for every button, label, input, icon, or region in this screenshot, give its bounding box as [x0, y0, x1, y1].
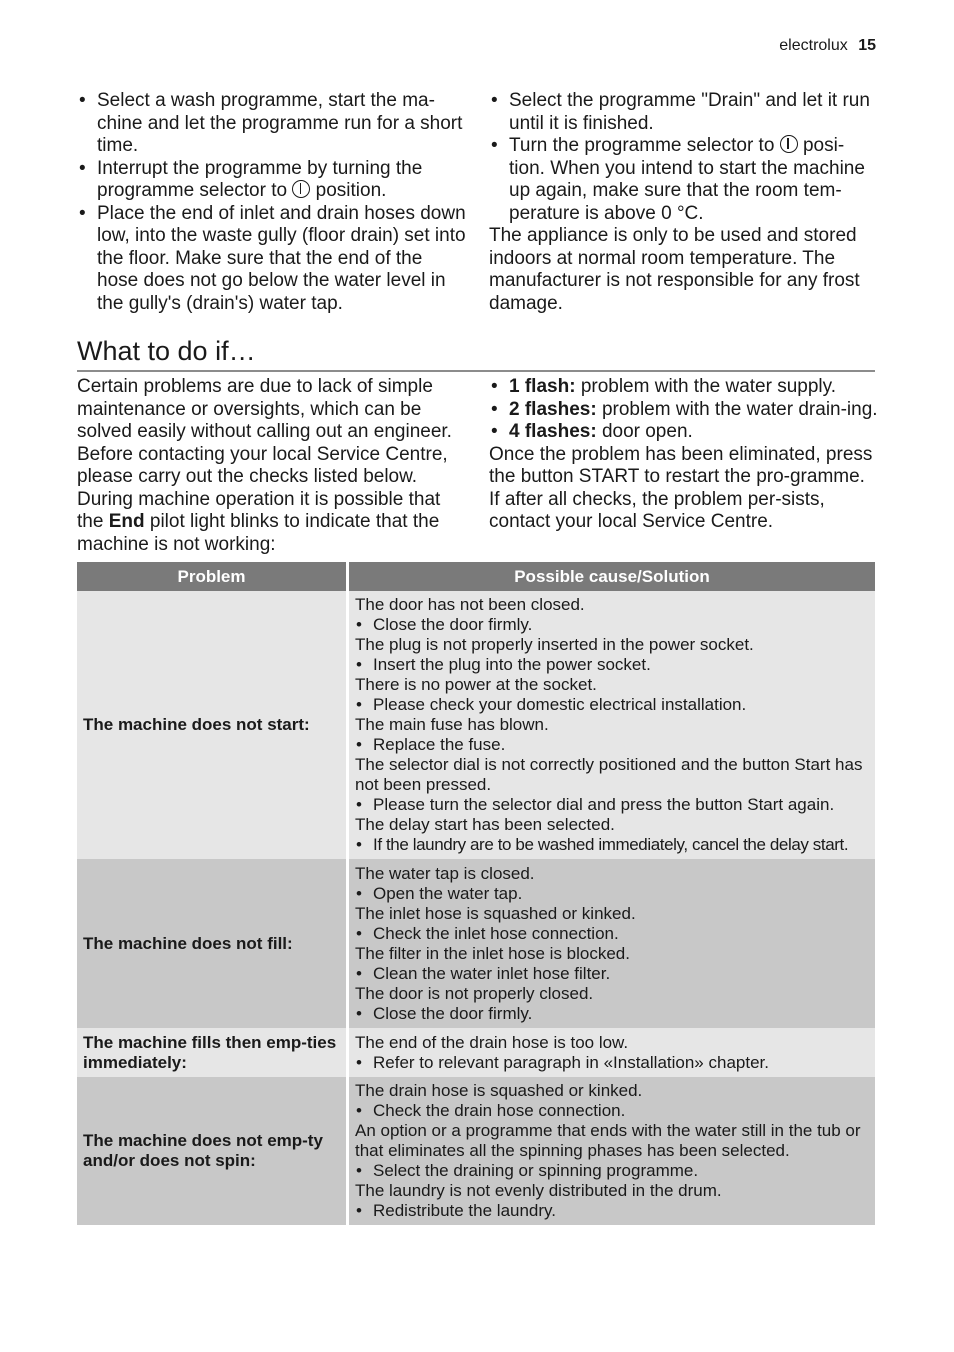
- page-header: [779, 37, 876, 55]
- solution-cell: The door has not been closed. • Close the door firmly. The plug is not properly inserted in the power socket. • Insert the plug into the power socket. There is no power at the socket. • Please check your domestic electrical installation. The main fuse has blown. • Replace the fuse. The selector dial is not correctly positioned and the button Start has not been pressed. • Please turn the selector dial and press the button Start again. The delay start has been selected. • If the laundry are to be washed immediately, cancel the delay start.: [348, 591, 876, 859]
- end-pilot-light-label: End: [108, 511, 145, 532]
- table-row: [77, 1028, 875, 1077]
- troubleshooting-table: [77, 562, 875, 1225]
- page-number: 15: [858, 37, 876, 54]
- list-item: • 4 flashes: door open.: [489, 421, 879, 444]
- list-item: • Select a wash programme, start the ma-chine and let the programme run for a short time.: [77, 90, 467, 158]
- table-row: [77, 859, 875, 1028]
- flash-codes-column: [489, 376, 879, 534]
- top-left-column: [77, 90, 467, 315]
- solution-cell: The end of the drain hose is too low. • Refer to relevant paragraph in «Installation» chapter.: [348, 1028, 876, 1077]
- table-row: [77, 591, 875, 859]
- problem-cell: The machine fills then emp-ties immediately:: [77, 1028, 348, 1077]
- list-item: • Place the end of inlet and drain hoses down low, into the waste gully (floor drain) set into the floor. Make sure that the end of the hose does not go below the water level in the gully's (drain's) water tap.: [77, 203, 467, 316]
- table-header-row: [77, 562, 875, 591]
- intro-paragraph: Certain problems are due to lack of simple maintenance or oversights, which can be solved easily without calling out an engineer. Before contacting your local Service Centre, please carry out the checks listed below. During machine operation it is possible that the End pilot light blinks to indicate that the machine is not working:: [77, 376, 452, 555]
- list-item: • Select the programme "Drain" and let it run until it is finished.: [489, 90, 879, 135]
- top-right-column: [489, 90, 879, 315]
- problem-cell: The machine does not emp-ty and/or does not spin:: [77, 1077, 348, 1225]
- problem-cell: The machine does not start:: [77, 591, 348, 859]
- column-header-problem: Problem: [77, 562, 348, 591]
- drain-steps-list: [489, 90, 879, 225]
- table-row: [77, 1077, 875, 1225]
- flash-codes-list: [489, 376, 879, 444]
- list-item: • 2 flashes: problem with the water drain-ing.: [489, 399, 879, 422]
- column-header-solution: Possible cause/Solution: [348, 562, 876, 591]
- list-item: • Interrupt the programme by turning the programme selector to position.: [77, 158, 467, 203]
- list-item: • 1 flash: problem with the water supply.: [489, 376, 879, 399]
- power-off-selector-icon: [292, 180, 310, 198]
- section-title: What to do if…: [77, 336, 875, 372]
- frost-steps-list: [77, 90, 467, 315]
- solution-cell: The drain hose is squashed or kinked. • Check the drain hose connection. An option or a programme that ends with the water still in the tub or that eliminates all the spinning phases has been selected. • Select the draining or spinning programme. The laundry is not evenly distributed in the drum. • Redistribute the laundry.: [348, 1077, 876, 1225]
- storage-note: The appliance is only to be used and stored indoors at normal room temperature. The manufacturer is not responsible for any frost damage.: [489, 225, 860, 314]
- solution-cell: The water tap is closed. • Open the water tap. The inlet hose is squashed or kinked. • Check the inlet hose connection. The filter in the inlet hose is blocked. • Clean the water inlet hose filter. The door is not properly closed. • Close the door firmly.: [348, 859, 876, 1028]
- brand-name: electrolux: [779, 37, 848, 54]
- power-off-selector-icon: [780, 135, 798, 153]
- restart-note: Once the problem has been eliminated, press the button START to restart the pro-gramme. If after all checks, the problem per-sists, contact your local Service Centre.: [489, 443, 873, 532]
- list-item: • Turn the programme selector to posi-tion. When you intend to start the machine up again, make sure that the room tem-perature is above 0 °C.: [489, 135, 879, 225]
- problem-cell: The machine does not fill:: [77, 859, 348, 1028]
